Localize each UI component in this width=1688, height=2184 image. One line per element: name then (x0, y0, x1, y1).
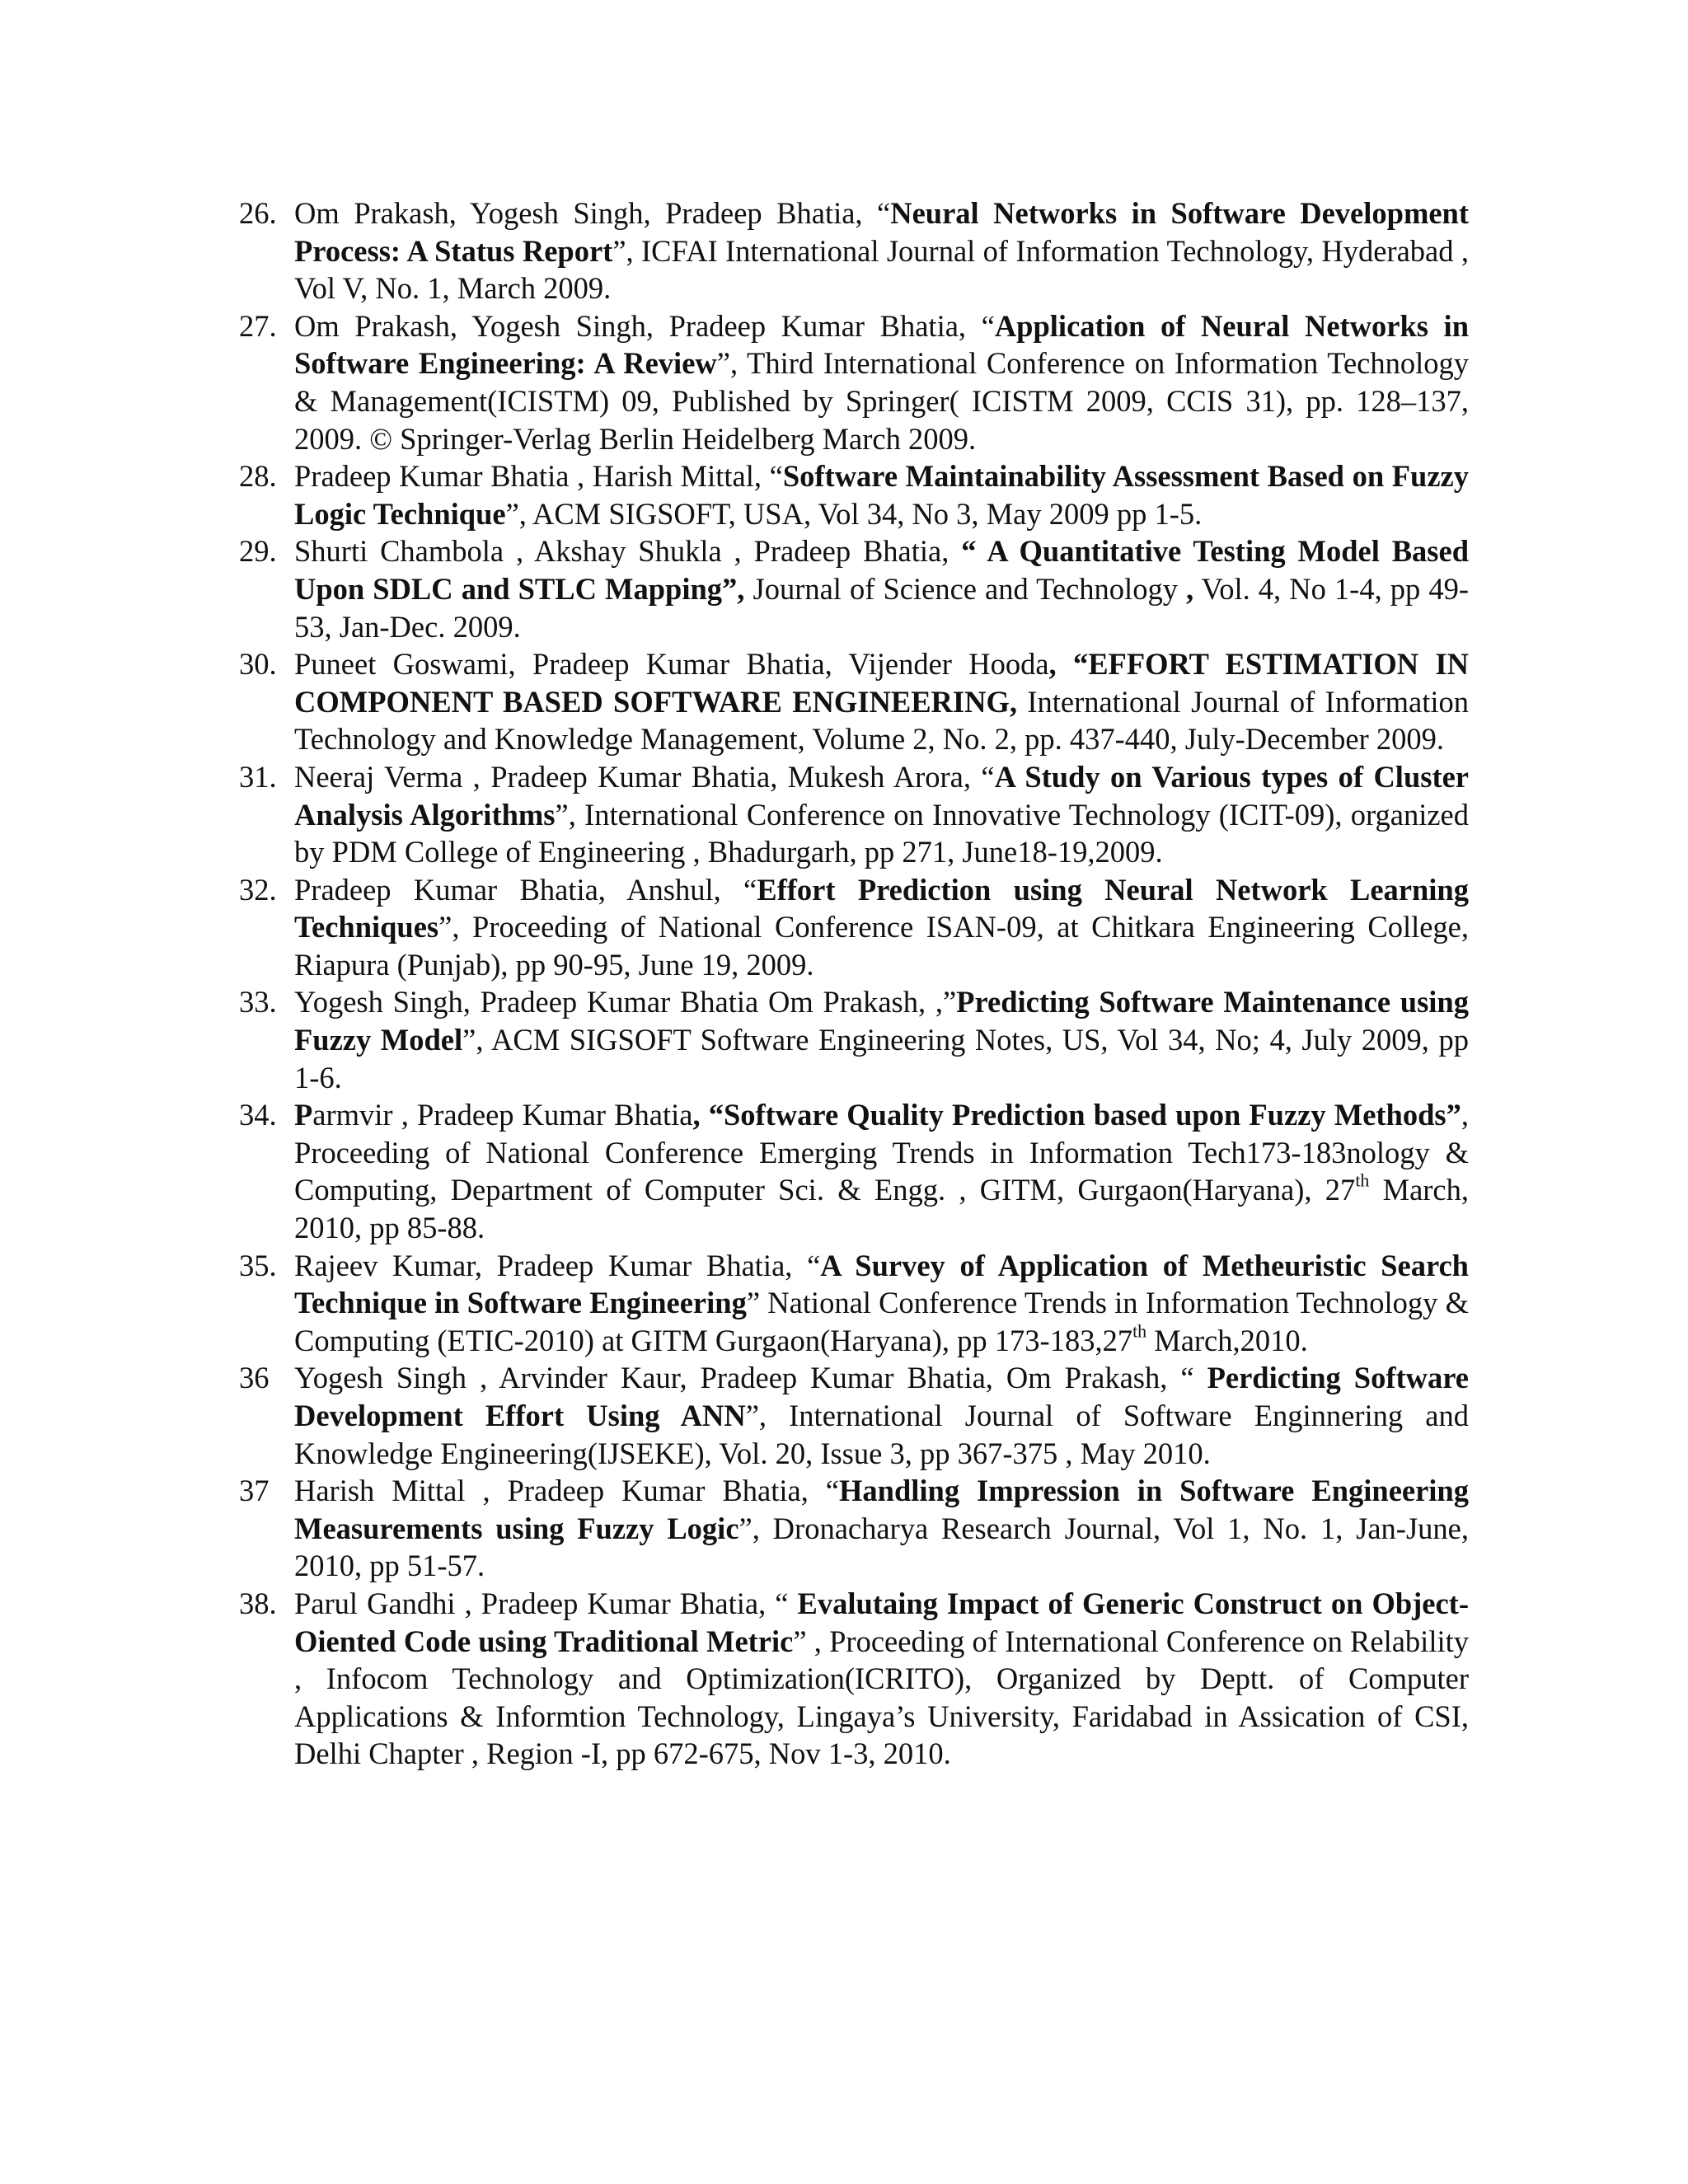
reference-item (239, 1096, 1469, 1246)
reference-text (294, 1361, 1469, 1469)
superscript-text: th (1132, 1320, 1147, 1342)
text-run: ” , Proceeding of International Conference on Relability , Infocom Technology and Optimization(ICRITO), Organized by Deptt. of Computer Applications & Informtion Technology, Lingaya’s University, Faridabad in Assication of CSI, Delhi Chapter , Region -I, pp 672-675, Nov 1-3, 2010. (294, 1624, 1469, 1771)
reference-item (239, 457, 1469, 532)
text-run: ”, Dronacharya Research Journal, Vol 1, No. 1, Jan-June, 2010, pp 51-57. (294, 1511, 1469, 1583)
text-run: ”, International Conference on Innovative Technology (ICIT-09), organized by PDM College of Engineering , Bhadurgarh, pp 271, June18-19,2009. (294, 797, 1469, 869)
reference-number: 34. (239, 1098, 277, 1132)
text-run: Yogesh Singh , Arvinder Kaur, Pradeep Kumar Bhatia, Om Prakash, “ (294, 1361, 1207, 1395)
text-run: Parul Gandhi , Pradeep Kumar Bhatia, “ (294, 1586, 798, 1620)
text-run: Harish Mittal , Pradeep Kumar Bhatia, “ (294, 1474, 839, 1508)
bold-text: P (294, 1098, 313, 1132)
text-run: Rajeev Kumar, Pradeep Kumar Bhatia, “ (294, 1248, 821, 1282)
bold-text: , “EFFORT ESTIMATION IN COMPONENT BASED SOFTWARE ENGINEERING, (294, 647, 1469, 719)
bold-text: A Survey of Application of Metheuristic Search Technique in Software Engineering (294, 1248, 1469, 1320)
reference-item (239, 758, 1469, 871)
reference-number: 30. (239, 647, 277, 682)
bold-text: Software Maintainability Assessment Based on Fuzzy Logic Technique (294, 459, 1469, 531)
text-run: Pradeep Kumar Bhatia , Harish Mittal, “ (294, 459, 783, 494)
text-run: Om Prakash, Yogesh Singh, Pradeep Bhatia, “ (294, 196, 891, 230)
reference-item (239, 1585, 1469, 1773)
reference-number: 36 (239, 1361, 270, 1395)
text-run: ” National Conference Trends in Information Technology & Computing (ETIC-2010) at GITM Gurgaon(Haryana), pp 173-183,27 (294, 1286, 1469, 1357)
bold-text: “ A Quantitative Testing Model Based Upon SDLC and STLC Mapping”, (294, 534, 1469, 606)
reference-text (294, 760, 1469, 869)
reference-text (294, 1249, 1469, 1357)
reference-text (294, 534, 1469, 643)
text-run: Puneet Goswami, Pradeep Kumar Bhatia, Vijender Hooda (294, 647, 1049, 682)
text-run: ”, ACM SIGSOFT, USA, Vol 34, No 3, May 2009 pp 1-5. (505, 496, 1203, 531)
text-run: , Proceeding of National Conference Emerging Trends in Information Tech173-183nology & Computing, Department of Computer Sci. & Engg. , GITM, Gurgaon(Haryana), 27 (294, 1098, 1469, 1207)
reference-number: 29. (239, 534, 277, 569)
text-run: Yogesh Singh, Pradeep Kumar Bhatia Om Prakash, ,” (294, 985, 957, 1019)
reference-item (239, 194, 1469, 307)
reference-item (239, 1472, 1469, 1585)
bold-text: Effort Prediction using Neural Network Learning Techniques (294, 872, 1469, 944)
reference-number: 37 (239, 1474, 270, 1508)
reference-number: 27. (239, 308, 277, 343)
text-run: ”, International Journal of Software Enginnering and Knowledge Engineering(IJSEKE), Vol. 20, Issue 3, pp 367-375 , May 2010. (294, 1399, 1469, 1470)
reference-text (294, 647, 1469, 756)
reference-item (239, 871, 1469, 984)
reference-text (294, 1474, 1469, 1582)
reference-text (294, 985, 1469, 1094)
bold-text: Predicting Software Maintenance using Fuzzy Model (294, 985, 1469, 1057)
text-run: armvir , Pradeep Kumar Bhatia (312, 1098, 693, 1132)
text-run: ”, Proceeding of National Conference ISAN-09, at Chitkara Engineering College, Riapura (Punjab), pp 90-95, June 19, 2009. (294, 910, 1469, 982)
reference-text (294, 1586, 1469, 1770)
text-run: Journal of Science and Technology (744, 571, 1187, 606)
bold-text: Evalutaing Impact of Generic Construct on Object-Oiented Code using Traditional Metric (294, 1586, 1469, 1658)
text-run: ”, Third International Conference on Information Technology & Management(ICISTM) 09, Published by Springer( ICISTM 2009, CCIS 31), pp. 128–137, 2009. © Springer-Verlag Berlin Heidelberg March 2009. (294, 346, 1469, 456)
text-run: ”, ACM SIGSOFT Software Engineering Notes, US, Vol 34, No; 4, July 2009, pp 1-6. (294, 1023, 1469, 1094)
reference-text (294, 459, 1469, 531)
reference-item (239, 532, 1469, 645)
text-run: ”, ICFAI International Journal of Information Technology, Hyderabad , Vol V, No. 1, March 2009. (294, 233, 1469, 306)
text-run: March, 2010, pp 85-88. (294, 1173, 1470, 1245)
text-run: Om Prakash, Yogesh Singh, Pradeep Kumar Bhatia, “ (294, 308, 995, 343)
bold-text: Handling Impression in Software Engineering Measurements using Fuzzy Logic (294, 1474, 1469, 1545)
reference-number: 35. (239, 1248, 277, 1282)
reference-text (294, 196, 1469, 305)
reference-item (239, 307, 1469, 457)
bold-text: Perdicting Software Development Effort Using ANN (294, 1361, 1469, 1432)
reference-number: 28. (239, 459, 277, 494)
bold-text: A Study on Various types of Cluster Analysis Algorithms (294, 759, 1469, 832)
reference-text (294, 1098, 1469, 1244)
bold-text: , (1186, 571, 1194, 606)
reference-list (239, 194, 1469, 1773)
text-run: Vol. 4, No 1-4, pp 49-53, Jan-Dec. 2009. (294, 571, 1469, 644)
reference-number: 33. (239, 985, 277, 1019)
reference-item (239, 1247, 1469, 1360)
reference-text (294, 309, 1469, 456)
text-run: Neeraj Verma , Pradeep Kumar Bhatia, Mukesh Arora, “ (294, 759, 995, 794)
text-run: March,2010. (1146, 1323, 1308, 1357)
reference-number: 32. (239, 872, 277, 907)
text-run: Shurti Chambola , Akshay Shukla , Pradeep Bhatia, (294, 534, 962, 569)
text-run: International Journal of Information Technology and Knowledge Management, Volume 2, No. 2, pp. 437-440, July-December 2009. (294, 684, 1470, 757)
bold-text: Application of Neural Networks in Software Engineering: A Review (294, 308, 1469, 381)
reference-text (294, 873, 1469, 982)
superscript-text: th (1355, 1170, 1370, 1192)
reference-item (239, 1359, 1469, 1472)
reference-number: 38. (239, 1586, 277, 1620)
bold-text: Neural Networks in Software Development Process: A Status Report (294, 196, 1469, 268)
reference-item (239, 645, 1469, 758)
reference-number: 26. (239, 196, 277, 230)
reference-number: 31. (239, 759, 277, 794)
reference-item (239, 983, 1469, 1096)
bold-text: , “Software Quality Prediction based upon Fuzzy Methods” (692, 1098, 1461, 1132)
text-run: Pradeep Kumar Bhatia, Anshul, “ (294, 872, 757, 907)
